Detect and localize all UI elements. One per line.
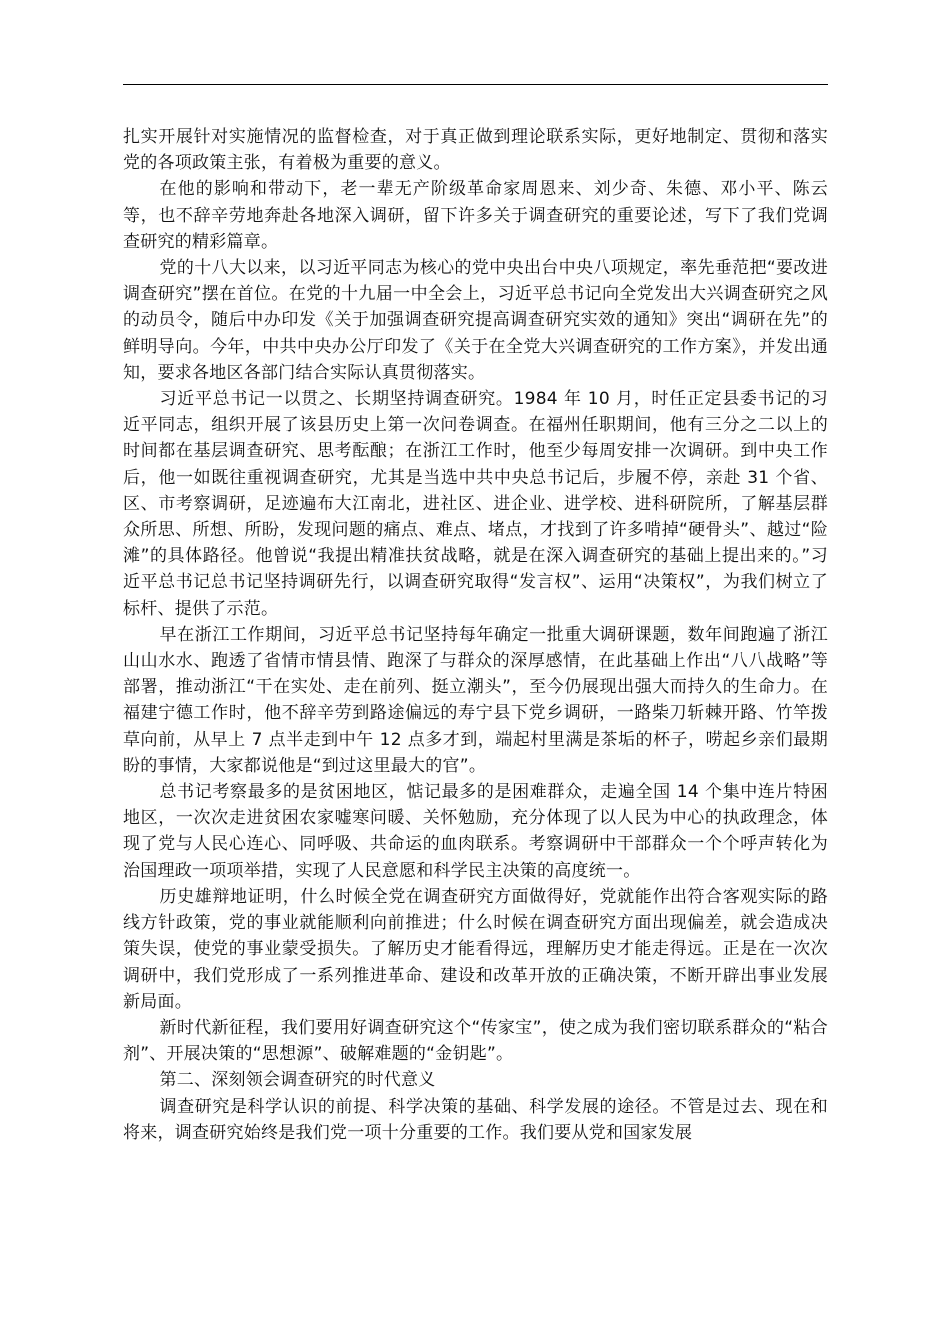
paragraph-4: 习近平总书记一以贯之、长期坚持调查研究。1984 年 10 月，时任正定县委书记的习近平同志，组织开展了该县历史上第一次问卷调查。在福州任职期间，他有三分之二以上的时间都在基层调查研究、思考酝酿；在浙江工作时，他至少每周安排一次调研。到中央工作后，他一如既往重视调查研究，尤其是当选中共中央总书记后，步履不停，亲赴 31 个省、区、市考察调研，足迹遍布大江南北，进社区、进企业、进学校、进科研院所，了解基层群众所思、所想、所盼，发现问题的痛点、难点、堵点，才找到了许多啃掉“硬骨头”、越过“险滩”的具体路径。他曾说“我提出精准扶贫战略，就是在深入调查研究的基础上提出来的。”习近平总书记总书记坚持调研先行，以调查研究取得“发言权”、运用“决策权”，为我们树立了标杆、提供了示范。 bbox=[123, 389, 828, 619]
paragraph-3: 党的十八大以来，以习近平同志为核心的党中央出台中央八项规定，率先垂范把“要改进调查研究”摆在首位。在党的十九届一中全会上，习近平总书记向全党发出大兴调查研究之风的动员令，随后中办印发《关于加强调查研究提高调查研究实效的通知》突出“调研在先”的鲜明导向。今年，中共中央办公厅印发了《关于在全党大兴调查研究的工作方案》，并发出通知，要求各地区各部门结合实际认真贯彻落实。 bbox=[123, 258, 828, 383]
paragraph-2: 在他的影响和带动下，老一辈无产阶级革命家周恩来、刘少奇、朱德、邓小平、陈云等，也不辞辛劳地奔赴各地深入调研，留下许多关于调查研究的重要论述，写下了我们党调查研究的精彩篇章。 bbox=[123, 179, 828, 252]
paragraph-9: 调查研究是科学认识的前提、科学决策的基础、科学发展的途径。不管是过去、现在和将来，调查研究始终是我们党一项十分重要的工作。我们要从党和国家发展 bbox=[123, 1096, 828, 1143]
document-body bbox=[123, 124, 828, 1146]
paragraph-8: 新时代新征程，我们要用好调查研究这个“传家宝”，使之成为我们密切联系群众的“粘合剂”、开展决策的“思想源”、破解难题的“金钥匙”。 bbox=[123, 1017, 828, 1065]
paragraph-6: 总书记考察最多的是贫困地区，惦记最多的是困难群众，走遍全国 14 个集中连片特困地区，一次次走进贫困农家嘘寒问暖、关怀勉励，充分体现了以人民为中心的执政理念，体现了党与人民心连心、同呼吸、共命运的血肉联系。考察调研中干部群众一个个呼声转化为治国理政一项项举措，实现了人民意愿和科学民主决策的高度统一。 bbox=[123, 782, 828, 881]
paragraph-7: 历史雄辩地证明，什么时候全党在调查研究方面做得好，党就能作出符合客观实际的路线方针政策，党的事业就能顺利向前推进；什么时候在调查研究方面出现偏差，就会造成决策失误，使党的事业蒙受损失。了解历史才能看得远，理解历史才能走得远。正是在一次次调研中，我们党形成了一系列推进革命、建设和改革开放的正确决策，不断开辟出事业发展新局面。 bbox=[123, 886, 828, 1012]
header-rule bbox=[123, 84, 828, 85]
section-heading: 第二、深刻领会调查研究的时代意义 bbox=[159, 1070, 436, 1091]
paragraph-5: 早在浙江工作期间，习近平总书记坚持每年确定一批重大调研课题，数年间跑遍了浙江山山水水、跑透了省情市情县情、跑深了与群众的深厚感情，在此基础上作出“八八战略”等部署，推动浙江“干在实处、走在前列、挺立潮头”，至今仍展现出强大而持久的生命力。在福建宁德工作时，他不辞辛劳到路途偏远的寿宁县下党乡调研，一路柴刀斩棘开路、竹竿拨草向前，从早上 7 点半走到中午 12 点多才到，端起村里满是茶垢的杯子，唠起乡亲们最期盼的事情，大家都说他是“到过这里最大的官”。 bbox=[123, 624, 828, 776]
paragraph-1: 扎实开展针对实施情况的监督检查，对于真正做到理论联系实际，更好地制定、贯彻和落实党的各项政策主张，有着极为重要的意义。 bbox=[123, 127, 828, 174]
